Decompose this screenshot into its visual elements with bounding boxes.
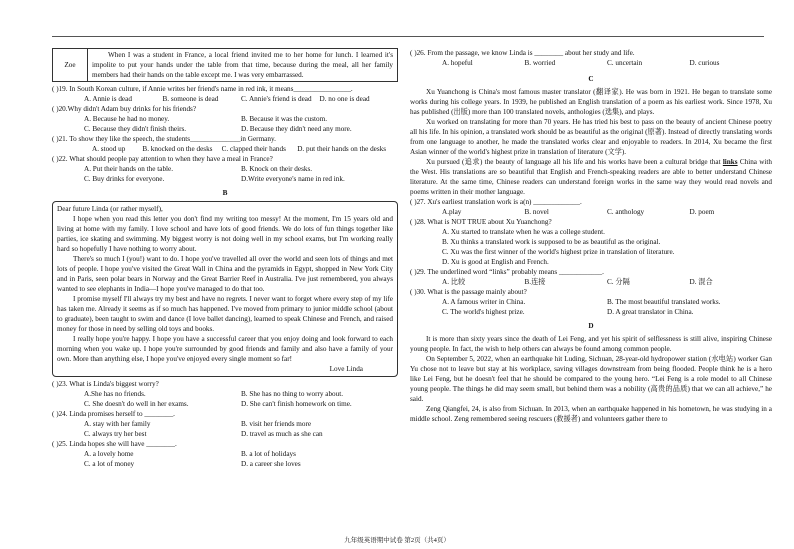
option: B. a lot of holidays	[241, 450, 296, 458]
option: A.play	[442, 208, 462, 216]
question-25: ( )25. Linda hopes she will have ________. A. a lovely home B. a lot of holidays C. a lot of money D. a career she loves	[52, 439, 398, 469]
option: B. novel	[524, 208, 549, 216]
question-26: ( )26. From the passage, we know Linda is ________ about her study and life. A. hopeful B. worried C. uncertain D. curious	[410, 48, 772, 68]
question-24: ( )24. Linda promises herself to ________. A. stay with her family B. visit her friends more C. always try her best D. travel as much as she can	[52, 409, 398, 439]
zoe-text: When I was a student in France, a local friend invited me to her home for lunch. I learned it's impolite to put your hands under the table from that time, because during the meal, all her family members had their hands on the table except me. I was very embarrassed.	[92, 51, 393, 79]
option: C. Because they didn't finish theirs.	[84, 125, 187, 133]
option: B. She has no thing to worry about.	[241, 390, 344, 398]
left-column	[52, 48, 398, 469]
option: D. curious	[689, 59, 720, 67]
option: A. Xu started to translate when he was a college student.	[442, 228, 605, 236]
passage-d-paragraph: Zeng Qiangfei, 24, is also from Sichuan. In 2013, when an earthquake happened in his hometown, he was studying in a middle school. Zeng remembered seeing rescuers (救援者) and volunteers gather there to	[410, 405, 772, 423]
zoe-table	[52, 48, 398, 82]
option: C. She doesn't do well in her exams.	[84, 400, 189, 408]
zoe-name: Zoe	[53, 49, 88, 81]
option: C. The world's highest prize.	[442, 308, 525, 316]
letter-greeting: Dear future Linda (or rather myself),	[57, 205, 163, 213]
section-c-heading: C	[588, 75, 594, 83]
question-22: ( )22. What should people pay attention to when they have a meal in France? A. Put their hands on the table. B. Knock on their desks. C. Buy drinks for everyone. D.Write everyone's name in red ink.	[52, 154, 398, 184]
option: A. Annie is dead	[84, 95, 132, 103]
option: D. She can't finish homework on time.	[241, 400, 352, 408]
option: A. A famous writer in China.	[442, 298, 526, 306]
right-column	[410, 48, 772, 424]
passage-c-paragraph: Xu pursued (追求) the beauty of language all his life and his works have been a cultural bridge that links China with the West. His translations are so beautiful that English and French-speaking readers are able to better understand Chinese literature. At the same time, Chinese readers can understand foreign works in the same way they would read novels and poems written in their mother language.	[410, 158, 772, 196]
option: D. 混合	[689, 278, 713, 286]
option: B. Because it was the custom.	[241, 115, 328, 123]
option: A. Put their hands on the table.	[84, 165, 174, 173]
question-21: ( )21. To show they like the speech, the students______________in Germany. A. stood up B. knocked on the desks C. clapped their hands D. put their hands on the desks	[52, 134, 398, 154]
option: A. a lovely home	[84, 450, 134, 458]
option: A. stood up	[92, 145, 126, 153]
letter-paragraph: I really hope you're happy. I hope you have a successful career that you enjoy doing and look forward to each morning when you wake up. I hope you're surrounded by good friends and family and also have a family of your own. More than anything else, I hope you've enjoyed every single moment so far!	[57, 335, 393, 363]
top-rule	[52, 36, 764, 37]
question-19: ( )19. In South Korean culture, if Annie writes her friend's name in red ink, it means________________. A. Annie is dead B. someone is dead C. Annie's friend is dead D. no one is dead	[52, 84, 398, 104]
option: C. 分隔	[607, 278, 630, 286]
option: B. worried	[524, 59, 556, 67]
letter-paragraph: There's so much I (you!) want to do. I hope you've travelled all over the world and seen lots of things and met lots of people. I hope you've visited the Great Wall in China and the pyramids in Egypt, shopped in New York City and in Paris, seen polar bears in Norway and the Great Barrier Reef in Australia. I've just remembered, you always wanted to see elephants in India—I hope you've managed to do that too.	[57, 255, 393, 293]
option: C. Annie's friend is dead	[241, 95, 312, 103]
option: C. always try her best	[84, 430, 147, 438]
passage-d-paragraph: On September 5, 2022, when an earthquake hit Luding, Sichuan, 28-year-old hydropower station (水电站) worker Gan Yu chose not to leave but stay at his workplace, saving villages downstream from being flooded. People think he is a hero like Lei Feng, but he doesn't feel that he should be compared to the young hero. “Lei Feng is a role model to all Chinese young people. The things he did may seem small, but behind them was a nobility (高贵的品质) that we can all achieve,” he said.	[410, 355, 772, 403]
letter-paragraph: I promise myself I'll always try my best and have no regrets. I never want to forget where every step of my life has taken me. Already it seems as if so much has happened. I've moved from primary to junior middle school (about to graduate), been taught to swim and dance (I love ballet dancing), learned to speak Chinese and French, and raised money for those in need by selling old toys and books.	[57, 295, 393, 333]
question-20: ( )20.Why didn't Adam buy drinks for his friends? A. Because he had no money. B. Because it was the custom. C. Because they didn't finish theirs. D. Because they didn't need any more.	[52, 104, 398, 134]
option: D. a career she loves	[241, 460, 301, 468]
passage-d-paragraph: It is more than sixty years since the death of Lei Feng, and yet his spirit of selflessness is still alive, inspiring Chinese young people. In fact, the wish to help others can always be found among common people.	[410, 335, 772, 353]
option: D. put their hands on the desks	[297, 145, 387, 153]
section-b-heading: B	[222, 189, 228, 197]
option: B. visit her friends more	[241, 420, 312, 428]
option: B. Xu thinks a translated work is supposed to be as beautiful as the original.	[442, 238, 661, 246]
passage-c-paragraph: Xu Yuanchong is China's most famous master translator (翻译家). He was born in 1921. He began to translate some works during his college years. In 1939, he published an English translation of a poem as his earliest work. Since 1978, Xu has published (出版) more than 100 translated novels, anthologies (选集), and plays.	[410, 88, 772, 116]
option: D. Xu is good at English and French.	[442, 258, 549, 266]
section-d-heading: D	[588, 322, 594, 330]
question-27: ( )27. Xu's earliest translation work is a(n) _____________. A.play B. novel C. anthology D. poem	[410, 197, 772, 217]
option: C. a lot of money	[84, 460, 135, 468]
option: A. Because he had no money.	[84, 115, 170, 123]
page-footer: 九年级英语期中试卷 第2页（共4页）	[344, 537, 450, 544]
option: A. stay with her family	[84, 420, 151, 428]
option: D. Because they didn't need any more.	[241, 125, 352, 133]
option: B. knocked on the desks	[142, 145, 213, 153]
option: A. 比较	[442, 278, 466, 286]
underlined-word-links: links	[722, 158, 738, 166]
question-30: ( )30. What is the passage mainly about? A. A famous writer in China. B. The most beautiful translated works. C. The world's highest prize. D. A great translator in China.	[410, 287, 772, 317]
option: D.Write everyone's name in red ink.	[241, 175, 345, 183]
question-23: ( )23. What is Linda's biggest worry? A.She has no friends. B. She has no thing to worry about. C. She doesn't do well in her exams. D. She can't finish homework on time.	[52, 379, 398, 409]
letter-signature: Love Linda	[329, 365, 363, 373]
option: A.She has no friends.	[84, 390, 146, 398]
option: B. Knock on their desks.	[241, 165, 313, 173]
option: C. uncertain	[607, 59, 643, 67]
option: C. Xu was the first winner of the world's highest prize in translation of literature.	[442, 248, 675, 256]
option: B.连接	[524, 278, 546, 286]
option: D. A great translator in China.	[607, 308, 694, 316]
option: D. travel as much as she can	[241, 430, 323, 438]
passage-c-paragraph: Xu worked on translating for more than 70 years. He has tried his best to pass on the beauty of ancient Chinese poetry all his life. In his opinion, a translated work should be as beautiful as the original (原著). Instead of directly translating words from one language to another, he made the translated works clear and enjoyable to readers. In 2014, Xu became the first Asian winner of the world's highest prize in translation of literature (文学).	[410, 118, 772, 156]
option: C. clapped their hands	[221, 145, 286, 153]
option: A. hopeful	[442, 59, 473, 67]
option: B. someone is dead	[162, 95, 219, 103]
letter-paragraph: I hope when you read this letter you don't find my writing too messy! At the moment, I'm 15 years old and living at home with my family. I love school and have lots of good friends. We do lots of fun things together like parties, ice skating and swimming. My biggest worry is not doing well in my school exams, but I'm working really hard so hopefully I have nothing to worry about.	[57, 215, 393, 253]
option: D. poem	[689, 208, 715, 216]
option: D. no one is dead	[319, 95, 370, 103]
option: B. The most beautiful translated works.	[607, 298, 721, 306]
question-28: ( )28. What is NOT TRUE about Xu Yuanchong? A. Xu started to translate when he was a college student. B. Xu thinks a translated work is supposed to be as beautiful as the original. C. Xu was the first winner of the world's highest prize in translation of literature. D. Xu is good at English and French.	[410, 217, 772, 267]
option: C. Buy drinks for everyone.	[84, 175, 165, 183]
option: C. anthology	[607, 208, 645, 216]
question-29: ( )29. The underlined word “links” probably means ____________. A. 比较 B.连接 C. 分隔 D. 混合	[410, 267, 772, 287]
letter-box	[52, 201, 398, 377]
